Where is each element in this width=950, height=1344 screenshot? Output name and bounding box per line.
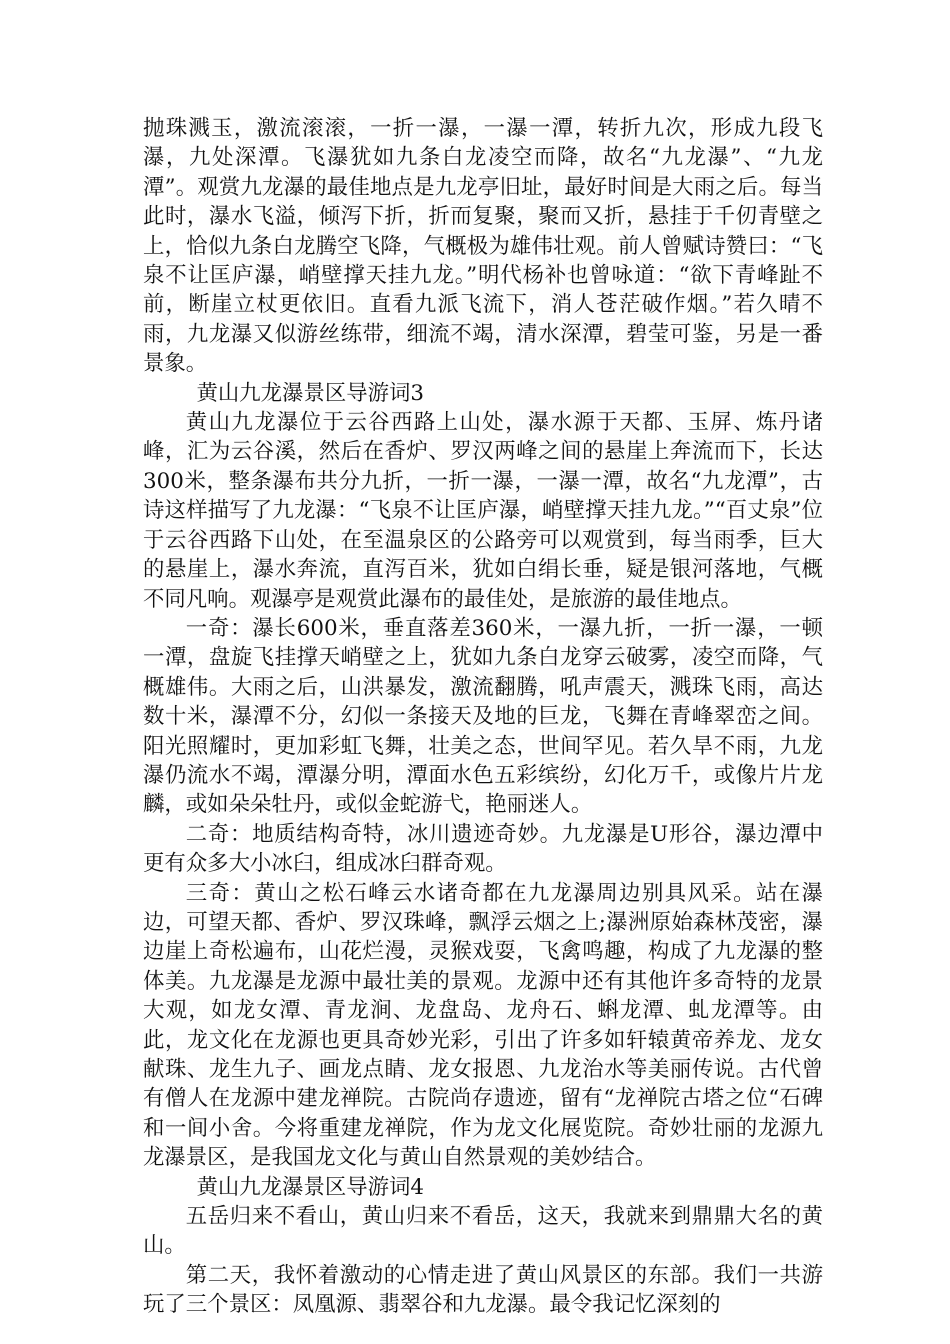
body-paragraph: 二奇：地质结构奇特，冰川遗迹奇妙。九龙瀑是U形谷，瀑边潭中更有众多大小冰臼，组成冰臼群奇观。 — [143, 821, 823, 877]
body-paragraph: 黄山九龙瀑位于云谷西路上山处，瀑水源于天都、玉屏、炼丹诸峰，汇为云谷溪，然后在香炉、罗汉两峰之间的悬崖上奔流而下，长达300米，整条瀑布共分九折，一折一瀑，一瀑一潭，故名“九龙潭”，古诗这样描写了九龙瀑：“飞泉不让匡庐瀑，峭壁撑天挂九龙。”“百丈泉”位于云谷西路下山处，在至温泉区的公路旁可以观赏到，每当雨季，巨大的悬崖上，瀑水奔流，直泻百米，犹如白绢长垂，疑是银河落地，气概不同凡响。观瀑亭是观赏此瀑布的最佳处，是旅游的最佳地点。 — [143, 410, 823, 612]
body-paragraph: 第二天，我怀着激动的心情走进了黄山风景区的东部。我们一共游玩了三个景区：凤凰源、翡翠谷和九龙瀑。最令我记忆深刻的 — [143, 1262, 823, 1318]
body-paragraph: 一奇：瀑长600米，垂直落差360米，一瀑九折，一折一瀑，一顿一潭，盘旋飞挂撑天峭壁之上，犹如九条白龙穿云破雾，凌空而降，气概雄伟。大雨之后，山洪暴发，激流翻腾，吼声震天，溅珠飞雨，高达数十米，瀑潭不分，幻似一条接天及地的巨龙，飞舞在青峰翠峦之间。阳光照耀时，更加彩虹飞舞，壮美之态，世间罕见。若久旱不雨，九龙瀑仍流水不竭，潭瀑分明，潭面水色五彩缤纷，幻化万千，或像片片龙麟，或如朵朵牡丹，或似金蛇游弋，艳丽迷人。 — [143, 615, 823, 818]
section-heading: 黄山九龙瀑景区导游词3 — [196, 380, 425, 406]
section-heading: 黄山九龙瀑景区导游词4 — [196, 1174, 425, 1200]
body-paragraph: 三奇：黄山之松石峰云水诸奇都在九龙瀑周边别具风采。站在瀑边，可望天都、香炉、罗汉珠峰，飘浮云烟之上;瀑洲原始森林茂密，瀑边崖上奇松遍布，山花烂漫，灵猴戏耍，飞禽鸣趣，构成了九龙瀑的整体美。九龙瀑是龙源中最壮美的景观。龙源中还有其他许多奇特的龙景大观，如龙女潭、青龙涧、龙盘岛、龙舟石、蝌龙潭、虬龙潭等。由此，龙文化在龙源也更具奇妙光彩，引出了许多如轩辕黄帝养龙、龙女献珠、龙生九子、画龙点睛、龙女报恩、九龙治水等美丽传说。古代曾有僧人在龙源中建龙禅院。古院尚存遗迹，留有“龙禅院古塔之位“石碑和一间小舍。今将重建龙禅院，作为龙文化展览院。奇妙壮丽的龙源九龙瀑景区，是我国龙文化与黄山自然景观的美妙结合。 — [143, 880, 823, 1171]
document-page — [143, 114, 823, 1320]
body-paragraph: 抛珠溅玉，激流滚滚，一折一瀑，一瀑一潭，转折九次，形成九段飞瀑，九处深潭。飞瀑犹如九条白龙凌空而降，故名“九龙瀑”、“九龙潭”。观赏九龙瀑的最佳地点是九龙亭旧址，最好时间是大雨之后。每当此时，瀑水飞溢，倾泻下折，折而复聚，聚而又折，悬挂于千仞青壁之上，恰似九条白龙腾空飞降，气概极为雄伟壮观。前人曾赋诗赞曰：“飞泉不让匡庐瀑，峭壁撑天挂九龙。”明代杨补也曾咏道：“欲下青峰趾不前，断崖立杖更依旧。直看九派飞流下，消人苍茫破作烟。”若久晴不雨，九龙瀑又似游丝练带，细流不竭，清水深潭，碧莹可鉴，另是一番景象。 — [143, 116, 823, 377]
body-paragraph: 五岳归来不看山，黄山归来不看岳，这天，我就来到鼎鼎大名的黄山。 — [143, 1204, 823, 1259]
